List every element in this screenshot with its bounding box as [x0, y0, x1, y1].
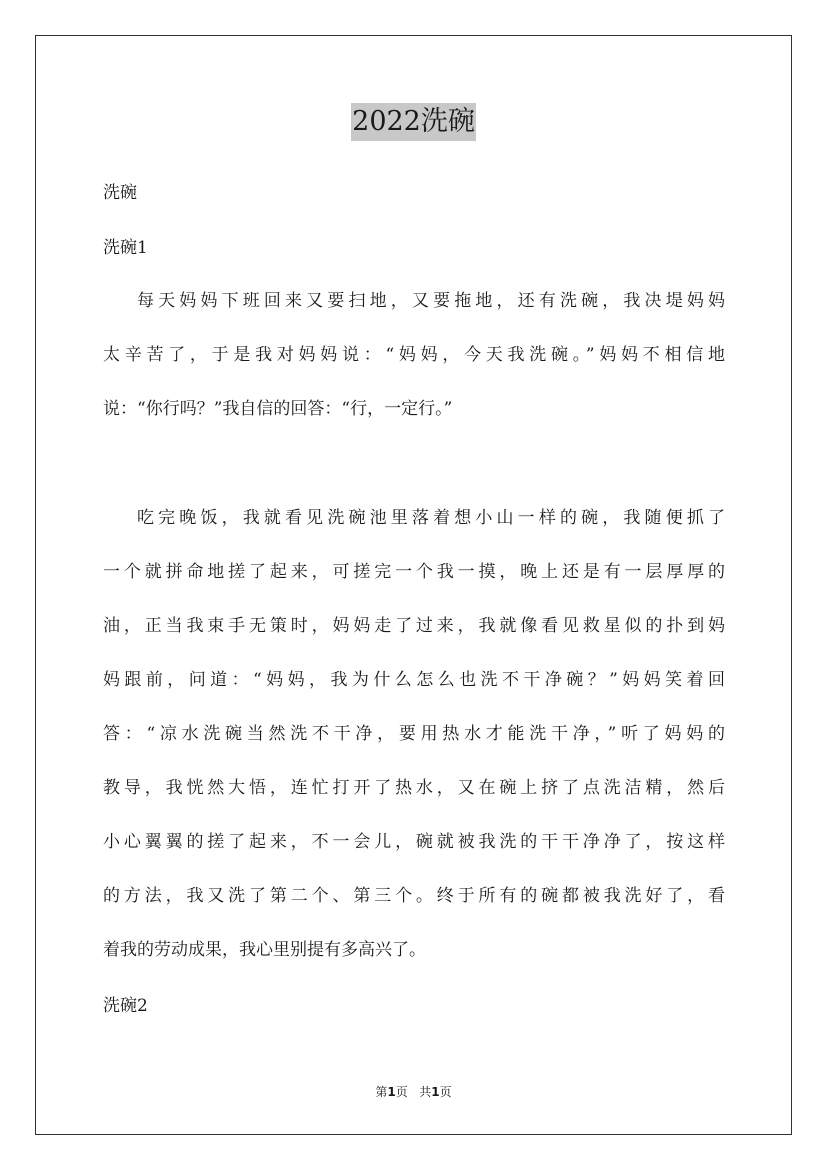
paragraph-line: 答：“凉水洗碗当然洗不干净，要用热水才能洗干净，”听了妈妈的: [103, 724, 725, 744]
paragraph-line: 的方法，我又洗了第二个、第三个。终于所有的碗都被我洗好了，看: [103, 886, 725, 906]
paragraph-line: 妈跟前，问道：“妈妈，我为什么怎么也洗不干净碗？”妈妈笑着回: [103, 670, 725, 690]
total-pages: 1: [431, 1085, 440, 1099]
page-suffix: 页: [395, 1085, 408, 1099]
total-suffix: 页: [439, 1085, 452, 1099]
paragraph-line: 太辛苦了，于是我对妈妈说：“妈妈，今天我洗碗。”妈妈不相信地: [103, 345, 725, 365]
paragraph-line: 一个就拼命地搓了起来，可搓完一个我一摸，晚上还是有一层厚厚的: [103, 562, 725, 582]
page-number: 1: [387, 1085, 396, 1099]
paragraph-2: [103, 500, 725, 968]
section-heading-2: 洗碗2: [103, 996, 148, 1016]
section-heading-1: 洗碗1: [103, 238, 148, 258]
paragraph-1: [103, 283, 725, 427]
total-prefix: 共: [419, 1085, 432, 1099]
paragraph-line: 教导，我恍然大悟，连忙打开了热水，又在碗上挤了点洗洁精，然后: [103, 778, 725, 798]
paragraph-line: 说：“你行吗？”我自信的回答：“行，一定行。”: [103, 399, 453, 419]
paragraph-line: 油，正当我束手无策时，妈妈走了过来，我就像看见救星似的扑到妈: [103, 616, 725, 636]
title-container: [0, 103, 827, 141]
paragraph-line: 小心翼翼的搓了起来，不一会儿，碗就被我洗的干干净净了，按这样: [103, 832, 725, 852]
paragraph-line: 着我的劳动成果，我心里别提有多高兴了。: [103, 940, 426, 960]
page-footer: [0, 1083, 827, 1101]
paragraph-line: 每天妈妈下班回来又要扫地，又要拖地，还有洗碗，我决堤妈妈: [137, 291, 725, 311]
document-subtitle: 洗碗: [103, 183, 137, 203]
page-prefix: 第: [375, 1085, 388, 1099]
document-title: 2022洗碗: [351, 103, 476, 141]
paragraph-line: 吃完晚饭，我就看见洗碗池里落着想小山一样的碗，我随便抓了: [137, 508, 725, 528]
